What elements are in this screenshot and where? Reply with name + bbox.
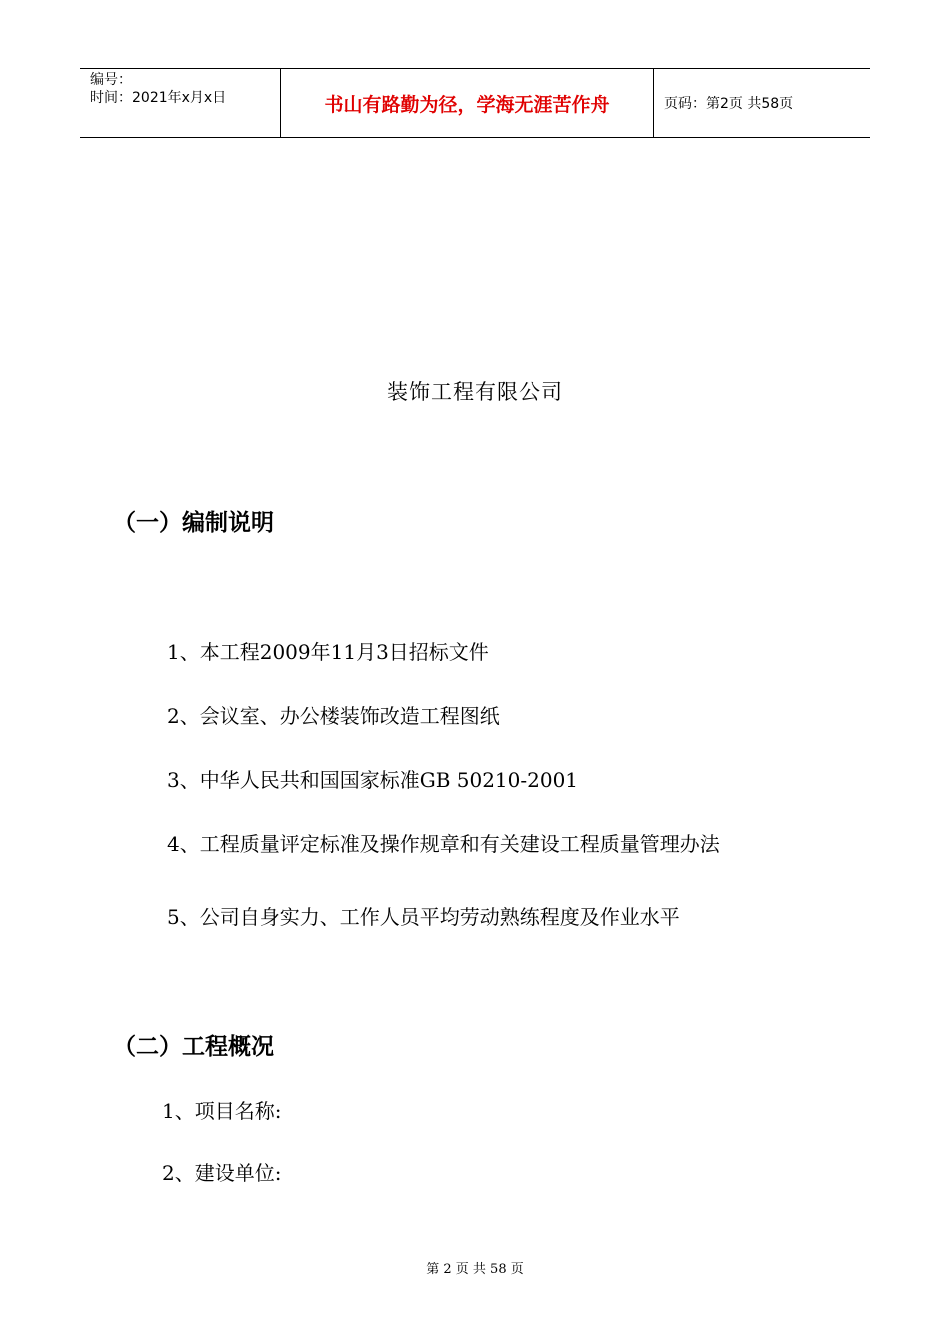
page-header bbox=[80, 68, 870, 138]
header-page-info: 页码：第2页 共58页 bbox=[664, 96, 794, 112]
document-number-label: 编号： bbox=[90, 72, 132, 88]
section-heading-overview: （二）工程概况 bbox=[113, 1034, 274, 1060]
page-footer: 第 2 页 共 58 页 bbox=[426, 1262, 524, 1277]
header-meta bbox=[80, 69, 281, 137]
list-item: 2、会议室、办公楼装饰改造工程图纸 bbox=[167, 704, 500, 728]
list-item: 1、项目名称: bbox=[162, 1099, 282, 1123]
list-item: 4、工程质量评定标准及操作规章和有关建设工程质量管理办法 bbox=[167, 832, 720, 856]
company-name: 装饰工程有限公司 bbox=[387, 380, 563, 404]
list-item: 1、本工程2009年11月3日招标文件 bbox=[167, 640, 489, 664]
list-item: 3、中华人民共和国国家标准GB 50210-2001 bbox=[167, 768, 579, 792]
header-motto: 书山有路勤为径，学海无涯苦作舟 bbox=[281, 69, 654, 137]
list-item: 2、建设单位: bbox=[162, 1161, 282, 1185]
document-date: 时间：2021年x月x日 bbox=[90, 90, 227, 106]
section-heading-compilation: （一）编制说明 bbox=[113, 510, 274, 536]
list-item: 5、公司自身实力、工作人员平均劳动熟练程度及作业水平 bbox=[167, 905, 680, 929]
